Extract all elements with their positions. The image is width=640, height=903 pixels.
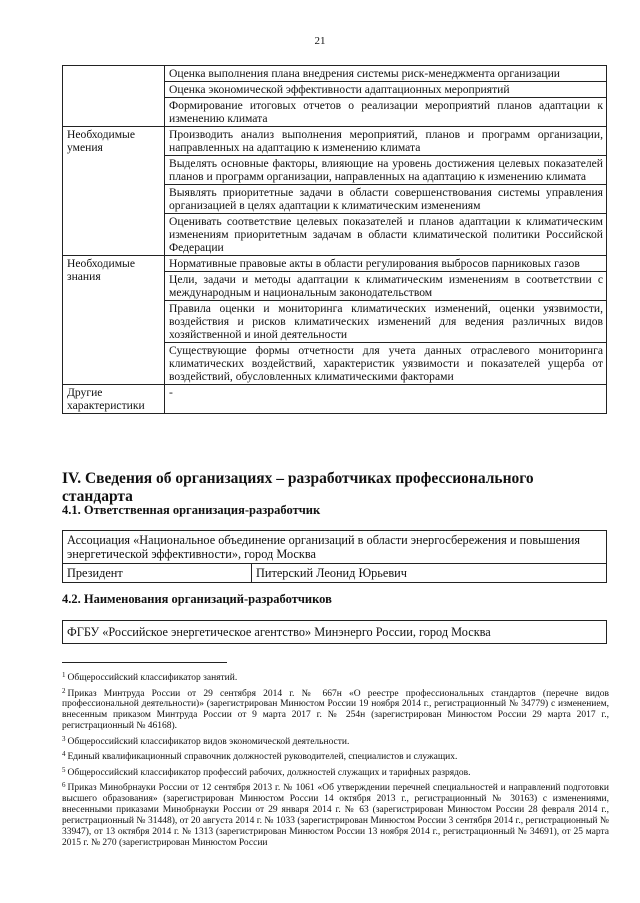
responsible-org-table [62,530,607,583]
footnote-text: Приказ Минтруда России от 29 сентября 2014 г. № 667н «О реестре профессиональных стандартов (перечне видов профессиональной деятельности)» (зарегистрирован Минюстом России 19 ноября 2014 г., регистрационный № 34779) с изменением, внесенным приказом Минтруда России от 9 марта 2017 г. № 254н (зарегистрирован Минюстом России 29 марта 2017 г., регистрационный № 46168). [62,688,609,732]
footnote-number: 5 [62,765,66,774]
footnote-text: Общероссийский классификатор занятий. [67,673,238,683]
table-row [63,564,607,583]
footnote-number: 3 [62,734,66,743]
skill-cell: Выявлять приоритетные задачи в области совершенствования системы управления организацией в целях адаптации к климатическим изменениям [165,185,607,214]
table-row [63,621,607,644]
action-cell: Оценка экономической эффективности адаптационных мероприятий [165,82,607,98]
footnote [62,686,609,733]
action-cell: Формирование итоговых отчетов о реализации мероприятий планов адаптации к изменению климата [165,98,607,127]
developer-org-table [62,620,607,644]
action-cell: Оценка выполнения плана внедрения системы риск-менеджмента организации [165,66,607,82]
footnote-text: Приказ Минобрнауки России от 12 сентября 2013 г. № 1061 «Об утверждении перечней специальностей и направлений подготовки высшего образования» (зарегистрирован Минюстом России 14 октября 2013 г., регистрационный № 30163) с изменениями, внесенными приказами Минобрнауки России от 29 января 2014 г. № 63 (зарегистрирован Минюстом России 28 февраля 2014 г., регистрационный № 31448), от 20 августа 2014 г. № 1033 (зарегистрирован Минюстом России 3 сентября 2014 г., регистрационный № 33947), от 13 октября 2014 г. № 1313 (зарегистрирован Минюстом России 13 ноября 2014 г., регистрационный № 34691), от 25 марта 2015 г. № 270 (зарегистрирован Минюстом России [62,783,609,848]
developer-org-cell: ФГБУ «Российское энергетическое агентство» Минэнерго России, город Москва [63,621,607,644]
knowledge-cell: Цели, задачи и методы адаптации к климатическим изменениям в соответствии с международным и национальным законодательством [165,272,607,301]
competency-table [62,65,607,414]
footnote-number: 4 [62,750,66,759]
footnote [62,780,609,848]
knowledge-cell: Правила оценки и мониторинга климатических изменений, оценки уязвимости, воздействия и рисков климатических изменений для ведения различных видов хозяйственной и иной деятельности [165,301,607,343]
subsection-title-4-1: 4.1. Ответственная организация-разработчик [62,503,321,517]
knowledge-cell: Нормативные правовые акты в области регулирования выбросов парниковых газов [165,256,607,272]
footnote-number: 1 [62,671,66,679]
knowledge-cell: Существующие формы отчетности для учета данных отраслевого мониторинга климатических воздействий, характеристик уязвимости и показателей ущерба от воздействий, обусловленных климатическими факторами [165,343,607,385]
section-title: IV. Сведения об организациях – разработчиках профессионального стандарта [62,470,534,505]
knowledge-label: Необходимые знания [63,256,165,385]
footnote-text: Единый квалификационный справочник должностей руководителей, специалистов и служащих. [67,752,458,763]
footnote [62,734,609,748]
other-label: Другие характеристики [63,385,165,414]
skills-label: Необходимые умения [63,127,165,256]
footnote [62,749,609,763]
subsection-title-4-2: 4.2. Наименования организаций-разработчиков [62,592,332,606]
footnote-number: 6 [62,781,66,790]
head-name-cell: Питерский Леонид Юрьевич [252,564,607,583]
skill-cell: Оценивать соответствие целевых показателей и планов адаптации к климатическим изменениям приоритетным задачам в области климатической политики Российской Федерации [165,214,607,256]
table-row [63,256,607,272]
org-name-cell: Ассоциация «Национальное объединение организаций в области энергосбережения и повышения энергетической эффективности», город Москва [63,531,607,564]
footnote-text: Общероссийский классификатор профессий рабочих, должностей служащих и тарифных разрядов. [67,767,471,778]
table-row [63,127,607,156]
footnote-number: 2 [62,686,66,695]
footnote-text: Общероссийский классификатор видов экономической деятельности. [67,736,350,747]
page-number: 21 [314,35,326,47]
footnote-separator [62,662,227,663]
head-position-cell: Президент [63,564,252,583]
table-row [63,385,607,414]
skill-cell: Производить анализ выполнения мероприятий, планов и программ организации, направленных на адаптацию к изменению климата [165,127,607,156]
other-value: - [165,385,607,414]
footnotes [62,670,609,850]
footnote [62,765,609,779]
empty-label-cell [63,66,165,127]
footnote [62,670,609,684]
table-row [63,531,607,564]
table-row [63,66,607,82]
skill-cell: Выделять основные факторы, влияющие на уровень достижения целевых показателей планов и программ организации, направленных на адаптацию к изменению климата [165,156,607,185]
